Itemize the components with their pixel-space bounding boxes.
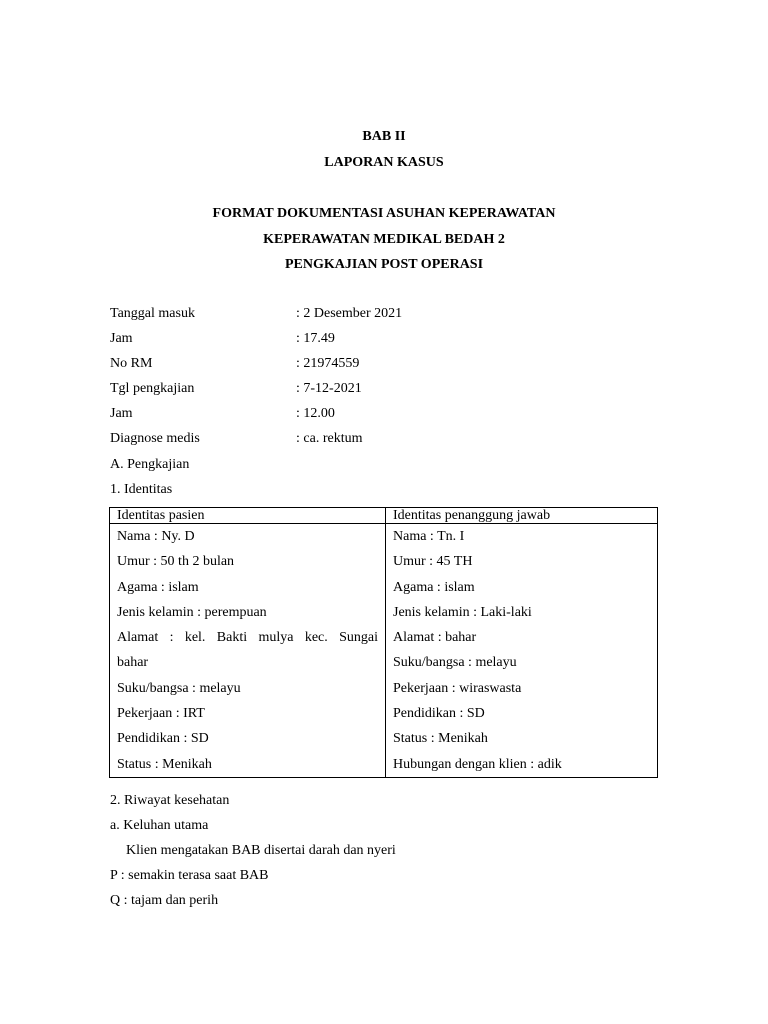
info-value: : 12.00: [296, 406, 335, 421]
pj-umur: Umur : 45 TH: [393, 554, 473, 570]
pasien-pendidikan: Pendidikan : SD: [117, 731, 209, 747]
penanggung-cell: [386, 524, 658, 778]
section-2-title: 2. Riwayat kesehatan: [110, 793, 230, 808]
info-label: Jam: [110, 406, 133, 421]
info-value: : 21974559: [296, 356, 360, 371]
pasien-alamat-cont: bahar: [117, 655, 149, 671]
pj-suku: Suku/bangsa : melayu: [393, 655, 517, 671]
format-heading: FORMAT DOKUMENTASI ASUHAN KEPERAWATAN: [212, 206, 556, 221]
info-label: No RM: [110, 356, 153, 371]
info-label: Jam: [110, 331, 133, 346]
assessment-heading: PENGKAJIAN POST OPERASI: [284, 257, 484, 272]
table-row: [110, 524, 658, 778]
pasien-alamat: Alamat : kel. Bakti mulya kec. Sungai: [117, 630, 378, 646]
pasien-jenis-kelamin: Jenis kelamin : perempuan: [117, 604, 267, 620]
pj-alamat: Alamat : bahar: [393, 630, 477, 646]
identity-table: [109, 507, 658, 778]
pj-pendidikan: Pendidikan : SD: [393, 706, 485, 722]
table-header-row: [110, 508, 658, 524]
kmb-heading: KEPERAWATAN MEDIKAL BEDAH 2: [263, 232, 505, 247]
report-heading: LAPORAN KASUS: [324, 155, 444, 170]
header-penanggung: Identitas penanggung jawab: [386, 508, 658, 524]
pasien-suku: Suku/bangsa : melayu: [117, 680, 241, 696]
pasien-umur: Umur : 50 th 2 bulan: [117, 554, 235, 570]
pj-hubungan: Hubungan dengan klien : adik: [393, 756, 562, 772]
keluhan-text: Klien mengatakan BAB disertai darah dan nyeri: [126, 843, 396, 858]
info-label: Tanggal masuk: [110, 306, 195, 321]
pasien-pekerjaan: Pekerjaan : IRT: [117, 706, 205, 722]
info-value: : 2 Desember 2021: [296, 306, 403, 321]
pasien-cell: [110, 524, 386, 778]
header-pasien: Identitas pasien: [110, 508, 386, 524]
pasien-agama: Agama : islam: [117, 579, 199, 595]
info-label: Tgl pengkajian: [110, 381, 195, 396]
pasien-nama: Nama : Ny. D: [117, 529, 195, 544]
info-value: : ca. rektum: [296, 431, 363, 446]
keluhan-title: a. Keluhan utama: [110, 818, 209, 833]
section-1-title: 1. Identitas: [110, 482, 173, 497]
pj-nama: Nama : Tn. I: [393, 529, 465, 544]
section-a-title: A. Pengkajian: [110, 457, 190, 472]
pj-agama: Agama : islam: [393, 579, 475, 595]
pj-status: Status : Menikah: [393, 731, 488, 747]
pj-pekerjaan: Pekerjaan : wiraswasta: [393, 680, 522, 696]
info-label: Diagnose medis: [110, 431, 200, 446]
pasien-status: Status : Menikah: [117, 756, 212, 772]
chapter-heading: BAB II: [362, 129, 406, 144]
info-value: : 17.49: [296, 331, 335, 346]
q-line: Q : tajam dan perih: [110, 893, 219, 908]
p-line: P : semakin terasa saat BAB: [110, 868, 269, 883]
pj-jenis-kelamin: Jenis kelamin : Laki-laki: [393, 604, 532, 620]
info-value: : 7-12-2021: [296, 381, 362, 396]
